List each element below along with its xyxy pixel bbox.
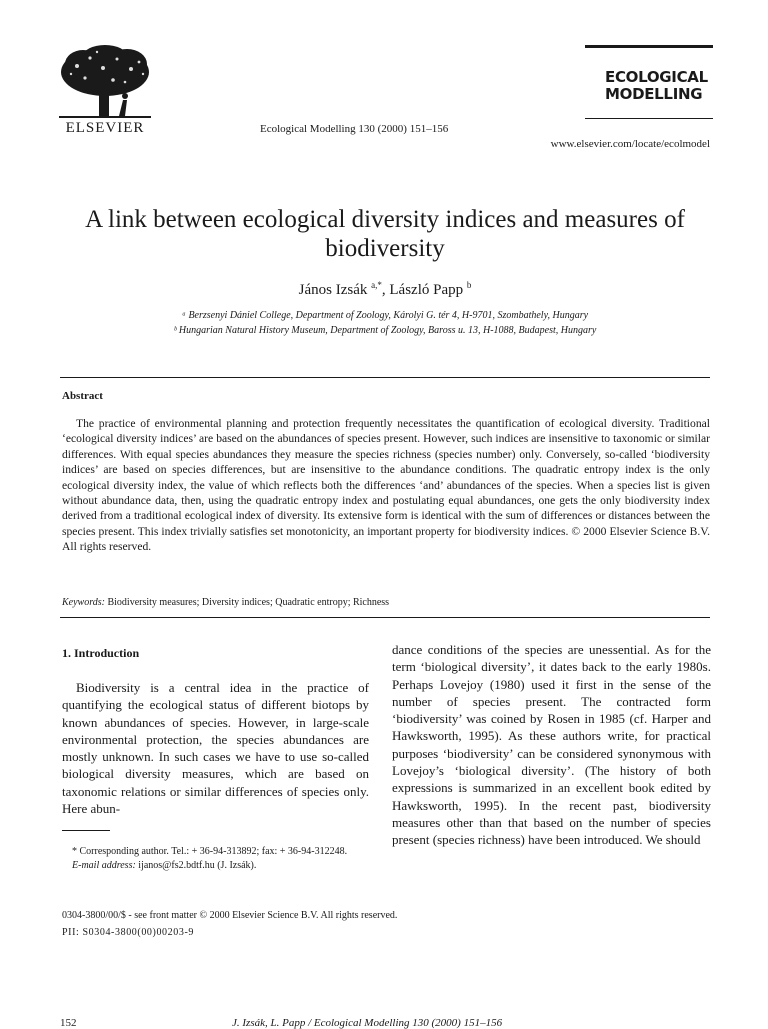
footnote-email-label: E-mail address: — [72, 860, 136, 871]
body-column-left: Biodiversity is a central idea in the practice of quantifying the ecological status of different biotops by known abundances of species. However, in large-scale environmental protection, the species abundances are mostly unknown. In such cases we have to use so-called biological diversity measures, which are based on taxonomic relations or similar differences of species only. Here abun- — [62, 680, 369, 817]
journal-citation: Ecological Modelling 130 (2000) 151–156 — [260, 123, 449, 135]
abstract-top-rule — [60, 377, 710, 378]
author-line — [40, 280, 730, 299]
affiliation-b: ᵇ Hungarian Natural History Museum, Department of Zoology, Baross u. 13, H-1088, Budapest, Hungary — [173, 325, 597, 336]
footnote-email-address: ijanos@fs2.bdtf.hu (J. Izsák). — [135, 860, 257, 871]
publisher-name: ELSEVIER — [65, 120, 145, 136]
abstract-heading: Abstract — [62, 390, 103, 402]
header-rule-thick — [585, 45, 713, 48]
keywords-list: Biodiversity measures; Diversity indices; Quadratic entropy; Richness — [104, 597, 390, 608]
author-papp-affiliation-mark: b — [466, 280, 472, 290]
next-page-number: 152 — [60, 1017, 77, 1029]
footnote-corresponding-author: * Corresponding author. Tel.: + 36-94-313892; fax: + 36-94-312248. — [72, 846, 348, 857]
journal-name-logo — [605, 69, 715, 103]
footnote-rule — [62, 830, 110, 831]
body-column-right: dance conditions of the species are unessential. As for the term ‘biological diversity’, it dates back to the early 1980s. Perhaps Lovejoy (1980) used it first in the sense of the number of species present. The contracted form ‘biodiversity’ was coined by Rosen in 1985 (cf. Harper and Hawksworth, 1995). As these authors write, for practical purposes ‘biodiversity’ can be considered synonymous with Lovejoy’s ‘biological diversity’. (The history of both expressions is summarized in an excellent book edited by Hawksworth, 1995). In the recent past, biodiversity measures other than that based on the number of species present (species richness) have been introduced. We should — [392, 642, 711, 848]
journal-name-line2: MODELLING — [605, 85, 703, 103]
section-heading-introduction: 1. Introduction — [62, 646, 140, 660]
header-rule-thin — [585, 118, 713, 119]
affiliations — [40, 308, 730, 338]
author-izsak: János Izsák — [298, 282, 368, 298]
author-papp: László Papp — [389, 282, 464, 298]
footnote-email-line — [62, 859, 369, 873]
copyright-notice: 0304-3800/00/$ - see front matter © 2000 Elsevier Science B.V. All rights reserved. — [62, 910, 398, 921]
footnote — [62, 845, 369, 873]
journal-name-line1: ECOLOGICAL — [605, 68, 708, 86]
abstract-body: The practice of environmental planning and protection frequently necessitates the quantification of ecological diversity. Traditional ‘ecological diversity indices’ are based on the abundances of species present. However, such indices are insensitive to taxonomic or similar differences. With equal species abundances they measure the species richness (species number) only. Conversely, so-called ‘biodiversity indices’ are based on species differences, but are insensitive to the abundance conditions. The quadratic entropy index is the only ecological diversity index, the value of which reflects both the differences ‘and’ abundances of the species. When a species list is given without abundance data, then, using the quadratic entropy index and postulating equal abundances, one gets the only biodiversity index derived from a traditional ecological index of diversity. Its extensive form is identical with the sum of differences or distances between the species present. This index trivially satisfies set monotonicity, an important property for biodiversity indices. © 2000 Elsevier Science B.V. All rights reserved. — [62, 417, 710, 554]
author-separator: , — [381, 282, 390, 298]
abstract-bottom-rule — [60, 617, 710, 618]
next-page-running-head: J. Izsák, L. Papp / Ecological Modelling 130 (2000) 151–156 — [232, 1017, 503, 1029]
keywords — [62, 597, 710, 608]
journal-url-link[interactable]: www.elsevier.com/locate/ecolmodel — [550, 138, 710, 150]
affiliation-a: ᵃ Berzsenyi Dániel College, Department of Zoology, Károlyi G. tér 4, H-9701, Szombathely, Hungary — [181, 310, 589, 321]
article-title: A link between ecological diversity indices and measures of biodiversity — [85, 206, 685, 262]
keywords-label: Keywords: — [62, 597, 105, 608]
author-izsak-affiliation-mark: a,* — [371, 280, 382, 290]
pii-identifier: PII: S0304-3800(00)00203-9 — [62, 927, 194, 938]
elsevier-tree-logo — [55, 44, 155, 120]
